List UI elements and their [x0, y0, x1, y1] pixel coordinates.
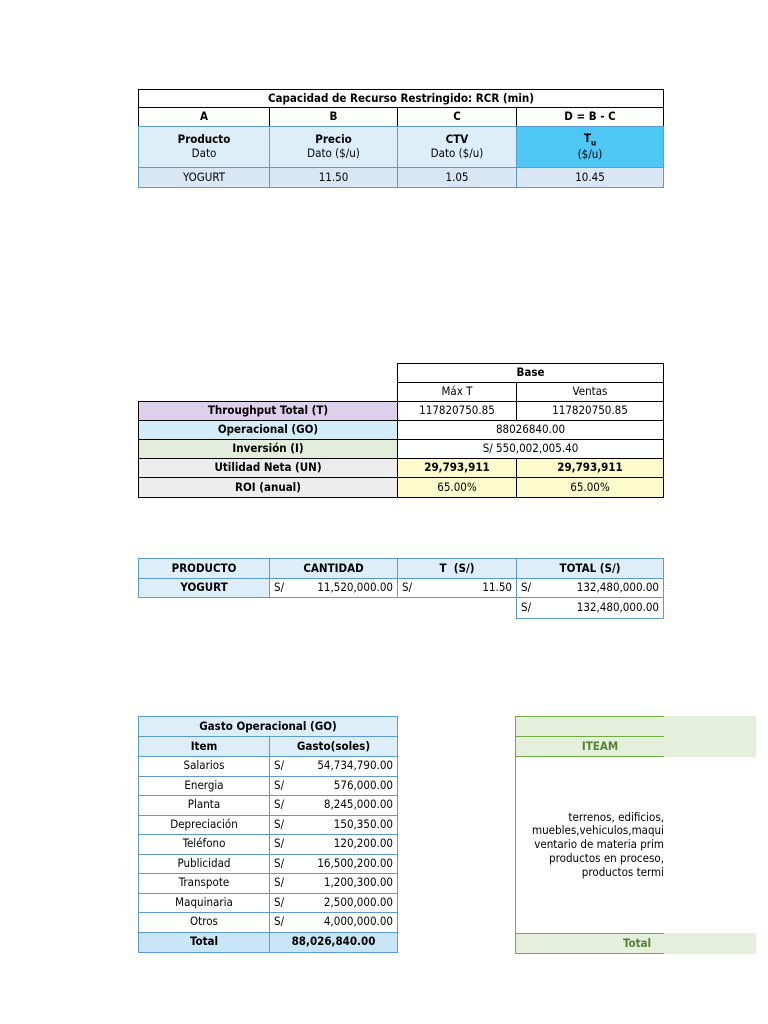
- amount: 150,350.00: [333, 816, 393, 831]
- table-cell: 29,793,911: [516, 458, 664, 478]
- gasto-item: Maquinaria: [138, 893, 270, 914]
- gasto-item: Teléfono: [138, 834, 270, 855]
- col-iteam: ITEAM: [515, 736, 664, 757]
- currency: S/: [274, 758, 285, 773]
- gasto-item: Planta: [138, 795, 270, 816]
- row-label-throughput: Throughput Total (T): [138, 401, 398, 421]
- col-gasto: Gasto(soles): [269, 736, 398, 757]
- description-line: productos en proceso,: [549, 850, 664, 865]
- table-gasto-operacional: [138, 716, 398, 956]
- header-subscript: u: [590, 138, 597, 148]
- gasto-item: Otros: [138, 912, 270, 933]
- table-cell: [397, 578, 517, 598]
- table-cell: [269, 578, 398, 598]
- table-roi: [138, 363, 664, 500]
- row-label-inversion: Inversión (I): [138, 439, 398, 459]
- table-cell: 29,793,911: [397, 458, 517, 478]
- col-maxt: Máx T: [397, 382, 517, 402]
- col-letter: A: [138, 107, 270, 127]
- table-cell: YOGURT: [138, 578, 270, 598]
- row-label-utilidad: Utilidad Neta (UN): [138, 458, 398, 478]
- table-cell: 65.00%: [516, 477, 664, 498]
- amount: 11.50: [482, 580, 512, 595]
- amount: 132,480,000.00: [576, 600, 659, 615]
- table-title: Gasto Operacional (GO): [138, 716, 398, 737]
- amount: 576,000.00: [333, 777, 393, 792]
- col-letter: C: [397, 107, 517, 127]
- header-symbol: T: [583, 131, 591, 146]
- header-line: CTV: [445, 132, 469, 147]
- amount: 54,734,790.00: [317, 758, 393, 773]
- gasto-item: Energia: [138, 776, 270, 797]
- table-title: Capacidad de Recurso Restringido: RCR (min): [138, 89, 664, 108]
- table-cell: 88026840.00: [397, 420, 664, 440]
- green-band: [664, 716, 756, 757]
- col-header: TOTAL (S/): [516, 558, 664, 579]
- gasto-value: [269, 776, 398, 797]
- gasto-item: Publicidad: [138, 854, 270, 875]
- gasto-item: Depreciación: [138, 815, 270, 836]
- amount: 1,200,300.00: [323, 875, 393, 890]
- header-line: Precio: [315, 132, 352, 147]
- table-cell: S/ 550,002,005.40: [397, 439, 664, 459]
- table-producto: [138, 558, 664, 621]
- gasto-value: [269, 873, 398, 894]
- amount: 11,520,000.00: [317, 580, 393, 595]
- description-line: ventario de materia prim: [534, 837, 664, 852]
- gasto-value: [269, 795, 398, 816]
- description-line: productos termi: [581, 864, 664, 879]
- col-header: T (S/): [397, 558, 517, 579]
- total-label: Total: [138, 932, 270, 953]
- amount: 132,480,000.00: [576, 580, 659, 595]
- gasto-value: [269, 854, 398, 875]
- total-label: Total: [515, 933, 664, 954]
- total-cell: [516, 597, 664, 619]
- total-value: 88,026,840.00: [269, 932, 398, 953]
- table-cell: YOGURT: [138, 167, 270, 188]
- table-cell: 10.45: [516, 167, 664, 188]
- row-label-operacional: Operacional (GO): [138, 420, 398, 440]
- amount: 120,200.00: [333, 836, 393, 851]
- currency: S/: [274, 777, 285, 792]
- col-ventas: Ventas: [516, 382, 664, 402]
- table-cell: 117820750.85: [397, 401, 517, 421]
- gasto-item: Salarios: [138, 756, 270, 777]
- col-header: CANTIDAD: [269, 558, 398, 579]
- table-cell: 1.05: [397, 167, 517, 188]
- gasto-value: [269, 893, 398, 914]
- row-label-roi: ROI (anual): [138, 477, 398, 498]
- gasto-value: [269, 912, 398, 933]
- table-cell: 11.50: [269, 167, 398, 188]
- currency: S/: [274, 836, 285, 851]
- header-ctv: [397, 126, 517, 168]
- header-line: Dato ($/u): [307, 146, 360, 160]
- amount: 4,000,000.00: [323, 914, 393, 929]
- amount: 8,245,000.00: [323, 797, 393, 812]
- table-rcr: [138, 89, 664, 189]
- gasto-value: [269, 815, 398, 836]
- col-letter: D = B - C: [516, 107, 664, 127]
- col-letter: B: [269, 107, 398, 127]
- header-line: [584, 132, 596, 148]
- currency: S/: [521, 600, 532, 615]
- header-producto: [138, 126, 270, 168]
- currency: S/: [521, 580, 532, 595]
- currency: S/: [274, 816, 285, 831]
- gasto-item: Transpote: [138, 873, 270, 894]
- table-cell: 117820750.85: [516, 401, 664, 421]
- header-line: Dato: [191, 146, 217, 160]
- currency: S/: [402, 580, 413, 595]
- gasto-value: [269, 756, 398, 777]
- header-line: Dato ($/u): [430, 146, 484, 160]
- header-precio: [269, 126, 398, 168]
- gasto-value: [269, 834, 398, 855]
- table-cell: [516, 578, 664, 598]
- table-title-empty: [515, 716, 664, 737]
- currency: S/: [274, 914, 285, 929]
- col-item: Item: [138, 736, 270, 757]
- base-header: Base: [397, 363, 664, 383]
- header-line: Producto: [177, 132, 231, 147]
- header-line: ($/u): [577, 147, 603, 162]
- amount: 2,500,000.00: [323, 894, 393, 909]
- currency: S/: [274, 580, 285, 595]
- currency: S/: [274, 797, 285, 812]
- description-line: muebles,vehiculos,maqui: [532, 823, 664, 838]
- col-header: PRODUCTO: [138, 558, 270, 579]
- currency: S/: [274, 875, 285, 890]
- green-band: [664, 933, 756, 954]
- description-cell: [515, 756, 664, 934]
- table-cell: 65.00%: [397, 477, 517, 498]
- header-tu: [516, 126, 664, 168]
- description-line: terrenos, edificios,: [568, 809, 664, 824]
- table-activos: [515, 716, 664, 956]
- currency: S/: [274, 894, 285, 909]
- currency: S/: [274, 855, 285, 870]
- amount: 16,500,200.00: [317, 855, 393, 870]
